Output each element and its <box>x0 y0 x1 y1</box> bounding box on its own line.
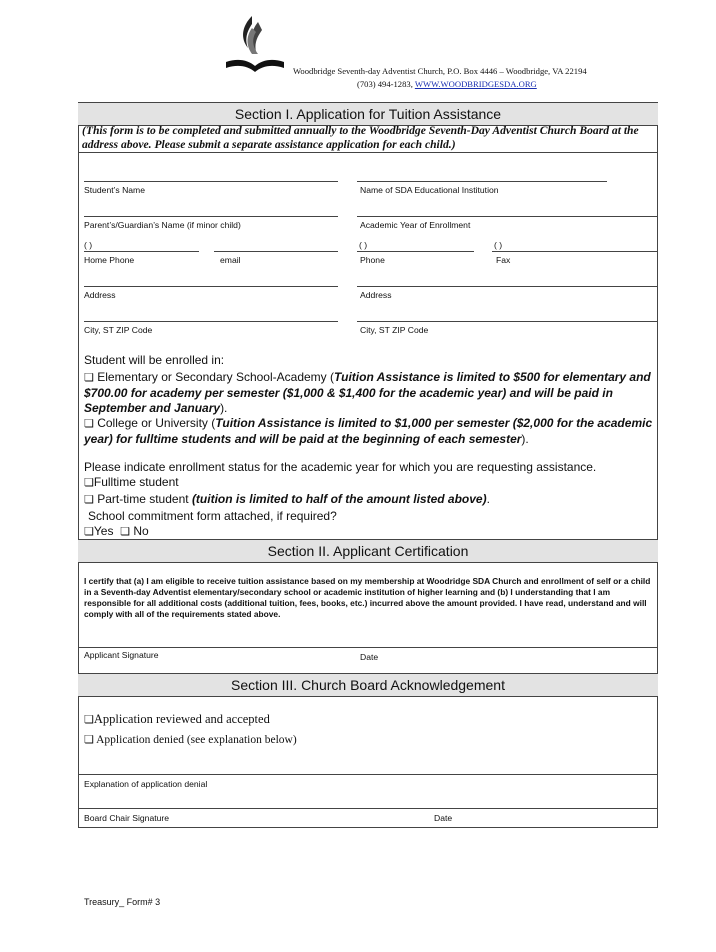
city-right-label: City, ST ZIP Code <box>360 325 429 335</box>
phone-label: Phone <box>360 255 385 265</box>
status-prompt: Please indicate enrollment status for the academic year for which you are requesting assistance. <box>84 460 597 474</box>
form-footer-id: Treasury_ Form# 3 <box>84 897 161 907</box>
option-reviewed[interactable]: ❏Application reviewed and accepted <box>84 712 270 726</box>
church-website-link[interactable]: WWW.WOODBRIDGESDA.ORG <box>414 79 537 89</box>
home-phone-line[interactable] <box>84 251 199 252</box>
academic-year-label: Academic Year of Enrollment <box>360 220 471 230</box>
applicant-signature-line[interactable] <box>78 647 658 648</box>
yes-label: Yes <box>93 524 114 538</box>
option-denied[interactable]: ❏ Application denied (see explanation below) <box>84 734 297 746</box>
city-left-label: City, ST ZIP Code <box>84 325 153 335</box>
checkbox-icon[interactable]: ❏ <box>84 526 94 538</box>
fax-line[interactable] <box>492 251 657 252</box>
checkbox-icon[interactable]: ❏ <box>84 477 94 489</box>
phone-area-code: ( ) <box>359 240 368 250</box>
board-signature-label: Board Chair Signature <box>84 813 170 823</box>
commitment-prompt: School commitment form attached, if required? <box>88 509 337 523</box>
student-name-line[interactable] <box>84 181 338 182</box>
enrolled-in-prompt: Student will be enrolled in: <box>84 353 225 367</box>
section-1-note: (This form is to be completed and submitted annually to the Woodbridge Seventh-Day Adventist Church Board at the address above. Please submit a separate assistance application for each child.) <box>82 124 639 151</box>
student-name-label: Student’s Name <box>84 185 145 195</box>
divider <box>78 152 658 153</box>
option-parttime[interactable]: ❏ Part-time student (tuition is limited to half of the amount listed above). <box>84 492 490 506</box>
church-address: Woodbridge Seventh-day Adventist Church, P.O. Box 4446 – Woodbridge, VA 22194 <box>293 66 587 76</box>
city-left-line[interactable] <box>84 321 338 322</box>
option-college[interactable]: ❏ College or University (Tuition Assistance is limited to $1,000 per semester ($2,000 for the academic year) for fulltime students and will be paid at the beginning of each semester). <box>84 416 653 446</box>
guardian-name-label: Parent’s/Guardian’s Name (if minor child) <box>84 220 241 230</box>
fax-label: Fax <box>496 255 511 265</box>
address-left-label: Address <box>84 290 116 300</box>
checkbox-icon[interactable]: ❏ <box>84 372 94 384</box>
section-1-title: Section I. Application for Tuition Assistance <box>78 102 658 126</box>
explanation-label: Explanation of application denial <box>84 779 208 789</box>
commitment-options <box>84 524 149 540</box>
checkbox-icon[interactable]: ❏ <box>84 494 94 506</box>
checkbox-icon[interactable]: ❏ <box>84 714 94 726</box>
email-label: email <box>220 255 241 265</box>
address-left-line[interactable] <box>84 286 338 287</box>
home-phone-area-code: ( ) <box>84 240 93 250</box>
guardian-name-line[interactable] <box>84 216 338 217</box>
board-signature-line[interactable] <box>78 808 658 809</box>
church-contact <box>357 79 537 89</box>
option-fulltime[interactable]: ❏Fulltime student <box>84 475 179 489</box>
section-2-title: Section II. Applicant Certification <box>78 539 658 563</box>
board-date-label: Date <box>434 813 453 823</box>
option-elementary[interactable]: ❏ Elementary or Secondary School-Academy (Tuition Assistance is limited to $500 for elementary and $700.00 for academy per semester ($1,000 & $1,400 for the academic year) and will be paid in September and January). <box>84 370 651 415</box>
applicant-date-label: Date <box>360 652 379 662</box>
address-right-label: Address <box>360 290 392 300</box>
applicant-signature-label: Applicant Signature <box>84 650 159 660</box>
divider <box>78 774 658 775</box>
institution-label: Name of SDA Educational Institution <box>360 185 499 195</box>
phone-line[interactable] <box>357 251 474 252</box>
home-phone-label: Home Phone <box>84 255 135 265</box>
fax-area-code: ( ) <box>494 240 503 250</box>
city-right-line[interactable] <box>357 321 657 322</box>
checkbox-icon[interactable]: ❏ <box>120 526 130 538</box>
certification-text: I certify that (a) I am eligible to receive tuition assistance based on my membership at Woodridge SDA Church and enrollment of self or a child in a Seventh-day Adventist elementary/secondary school or academic institution of higher learning and (b) I understanding that I am responsible for all additional costs (additional tuition, fees, books, etc.) incurred above the amount provided. I have read, understand and will comply with all of the requirements stated above. <box>84 576 651 619</box>
section-3-title: Section III. Church Board Acknowledgement <box>78 673 658 697</box>
academic-year-line[interactable] <box>357 216 657 217</box>
institution-line[interactable] <box>357 181 607 182</box>
church-phone: (703) 494-1283, <box>357 79 413 89</box>
checkbox-icon[interactable]: ❏ <box>84 418 94 430</box>
address-right-line[interactable] <box>357 286 657 287</box>
checkbox-icon[interactable]: ❏ <box>84 734 94 746</box>
email-line[interactable] <box>214 251 338 252</box>
church-logo-icon <box>222 14 288 76</box>
no-label: No <box>133 524 149 538</box>
